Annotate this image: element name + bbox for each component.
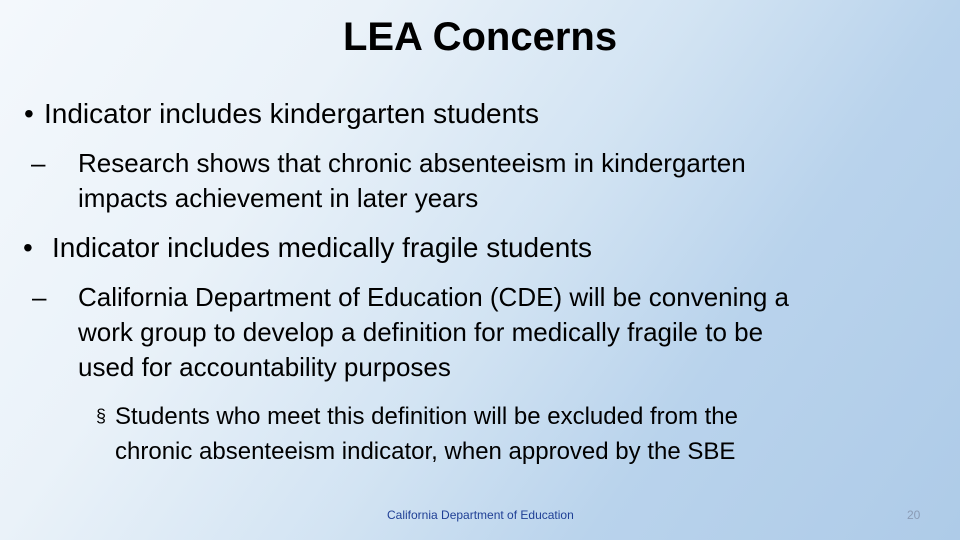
- slide-title: LEA Concerns: [342, 15, 618, 59]
- sub-sub-bullet-text: [115, 399, 738, 469]
- dash-marker: –: [32, 282, 47, 312]
- sub-sub-bullet-line: Students who meet this definition will be excluded from the: [115, 403, 739, 430]
- sub-bullet-line: impacts achievement in later years: [78, 183, 479, 213]
- sub-bullet-line: Research shows that chronic absenteeism in kindergarten: [78, 148, 746, 178]
- sub-bullet-cde-work-group: [32, 280, 789, 385]
- page-number: 20: [907, 508, 921, 522]
- footer-organization: California Department of Education: [387, 508, 574, 522]
- sub-bullet-line: used for accountability purposes: [78, 352, 451, 382]
- bullet-marker: •: [24, 98, 34, 129]
- sub-bullet-research: [31, 146, 746, 216]
- bullet-kindergarten: [24, 97, 539, 131]
- sub-bullet-line: California Department of Education (CDE) will be convening a: [78, 282, 790, 312]
- bullet-medically-fragile: [23, 231, 592, 265]
- bullet-text: Indicator includes medically fragile students: [52, 232, 593, 263]
- bullet-marker: •: [23, 232, 33, 263]
- section-marker: §: [96, 406, 107, 426]
- sub-bullet-line: work group to develop a definition for medically fragile to be: [78, 317, 764, 347]
- sub-bullet-text: [78, 280, 789, 385]
- sub-bullet-text: [78, 146, 746, 216]
- sub-sub-bullet-line: chronic absenteeism indicator, when approved by the SBE: [115, 438, 736, 465]
- bullet-text: Indicator includes kindergarten students: [44, 98, 539, 129]
- sub-sub-bullet-excluded: [96, 399, 738, 469]
- dash-marker: –: [31, 148, 46, 178]
